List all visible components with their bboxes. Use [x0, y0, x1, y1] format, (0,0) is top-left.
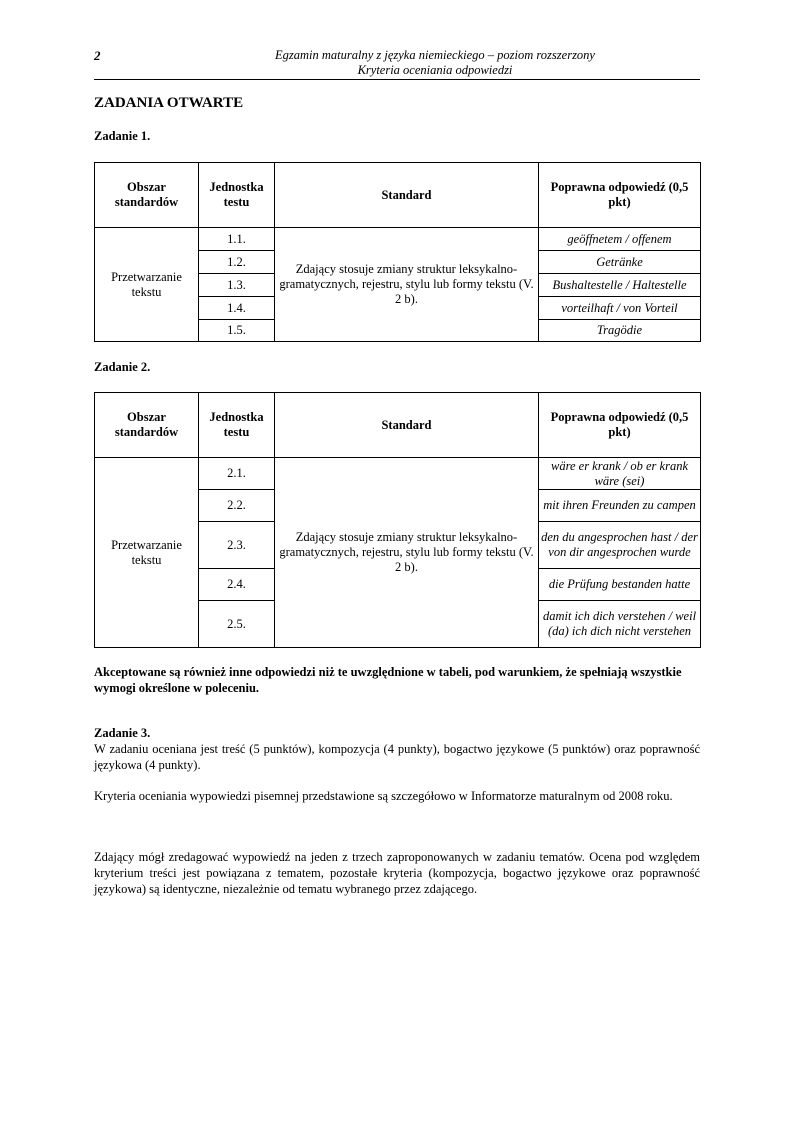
task1-unit: 1.1. — [199, 228, 275, 251]
task1-unit: 1.5. — [199, 320, 275, 342]
task2-answer: den du angesprochen hast / der von dir angesprochen wurde — [539, 522, 701, 569]
task2-header-answer: Poprawna odpowiedź (0,5 pkt) — [539, 393, 701, 458]
task2-answer: die Prüfung bestanden hatte — [539, 569, 701, 601]
task2-area: Przetwarzanie tekstu — [95, 458, 199, 648]
section-title: ZADANIA OTWARTE — [94, 95, 244, 111]
task2-answer: damit ich dich verstehen / weil (da) ich dich nicht verstehen — [539, 601, 701, 648]
task2-header-area: Obszar standardów — [95, 393, 199, 458]
task1-answer: geöffnetem / offenem — [539, 228, 701, 251]
task1-header-area: Obszar standardów — [95, 163, 199, 228]
task1-title: Zadanie 1. — [94, 129, 151, 143]
task2-unit: 2.1. — [199, 458, 275, 490]
task1-standard: Zdający stosuje zmiany struktur leksykalno-gramatycznych, rejestru, stylu lub formy tekstu (V. 2 b). — [275, 228, 539, 342]
task2-unit: 2.2. — [199, 490, 275, 522]
task2-answer: wäre er krank / ob er krank wäre (sei) — [539, 458, 701, 490]
task2-title: Zadanie 2. — [94, 360, 151, 374]
task2-header-row — [95, 393, 701, 458]
task1-unit: 1.4. — [199, 297, 275, 320]
task2-unit: 2.5. — [199, 601, 275, 648]
running-header — [170, 48, 700, 77]
task2-unit: 2.3. — [199, 522, 275, 569]
header-rule — [94, 79, 700, 80]
task1-header-standard: Standard — [275, 163, 539, 228]
task2-standard: Zdający stosuje zmiany struktur leksykalno-gramatycznych, rejestru, stylu lub formy tekstu (V. 2 b). — [275, 458, 539, 648]
task1-answer: Getränke — [539, 251, 701, 274]
task3-block — [94, 725, 700, 773]
task3-title: Zadanie 3. — [94, 726, 151, 740]
task1-area: Przetwarzanie tekstu — [95, 228, 199, 342]
task1-unit: 1.2. — [199, 251, 275, 274]
task2-answer: mit ihren Freunden zu campen — [539, 490, 701, 522]
header-title-line1: Egzamin maturalny z języka niemieckiego – poziom rozszerzony — [275, 48, 595, 62]
task1-answer: Tragödie — [539, 320, 701, 342]
acceptance-note: Akceptowane są również inne odpowiedzi niż te uwzględnione w tabeli, pod warunkiem, że spełniają wszystkie wymogi określone w poleceniu. — [94, 665, 682, 695]
task1-table — [94, 162, 701, 342]
table-row — [95, 458, 701, 490]
task2-unit: 2.4. — [199, 569, 275, 601]
task3-paragraph-2: Kryteria oceniania wypowiedzi pisemnej przedstawione są szczegółowo w Informatorze maturalnym od 2008 roku. — [94, 789, 673, 803]
table-row — [95, 228, 701, 251]
task2-header-standard: Standard — [275, 393, 539, 458]
task1-answer: Bushaltestelle / Haltestelle — [539, 274, 701, 297]
task2-header-unit: Jednostka testu — [199, 393, 275, 458]
task1-header-unit: Jednostka testu — [199, 163, 275, 228]
task3-paragraph-3: Zdający mógł zredagować wypowiedź na jeden z trzech zaproponowanych w zadaniu tematów. Ocena pod względem kryterium treści jest powiązana z tematem, pozostałe kryteria (kompozycja, bogactwo językowe oraz poprawność językowa) są identyczne, niezależnie od tematu wybranego przez zdającego. — [94, 850, 700, 896]
task1-header-row — [95, 163, 701, 228]
header-title-line2: Kryteria oceniania odpowiedzi — [357, 62, 513, 77]
page-number: 2 — [94, 48, 101, 63]
task1-header-answer: Poprawna odpowiedź (0,5 pkt) — [539, 163, 701, 228]
task1-unit: 1.3. — [199, 274, 275, 297]
task3-paragraph-1: W zadaniu oceniana jest treść (5 punktów), kompozycja (4 punkty), bogactwo językowe (5 punktów) oraz poprawność językowa (4 punkty). — [94, 742, 700, 772]
task1-answer: vorteilhaft / von Vorteil — [539, 297, 701, 320]
task2-table — [94, 392, 701, 648]
